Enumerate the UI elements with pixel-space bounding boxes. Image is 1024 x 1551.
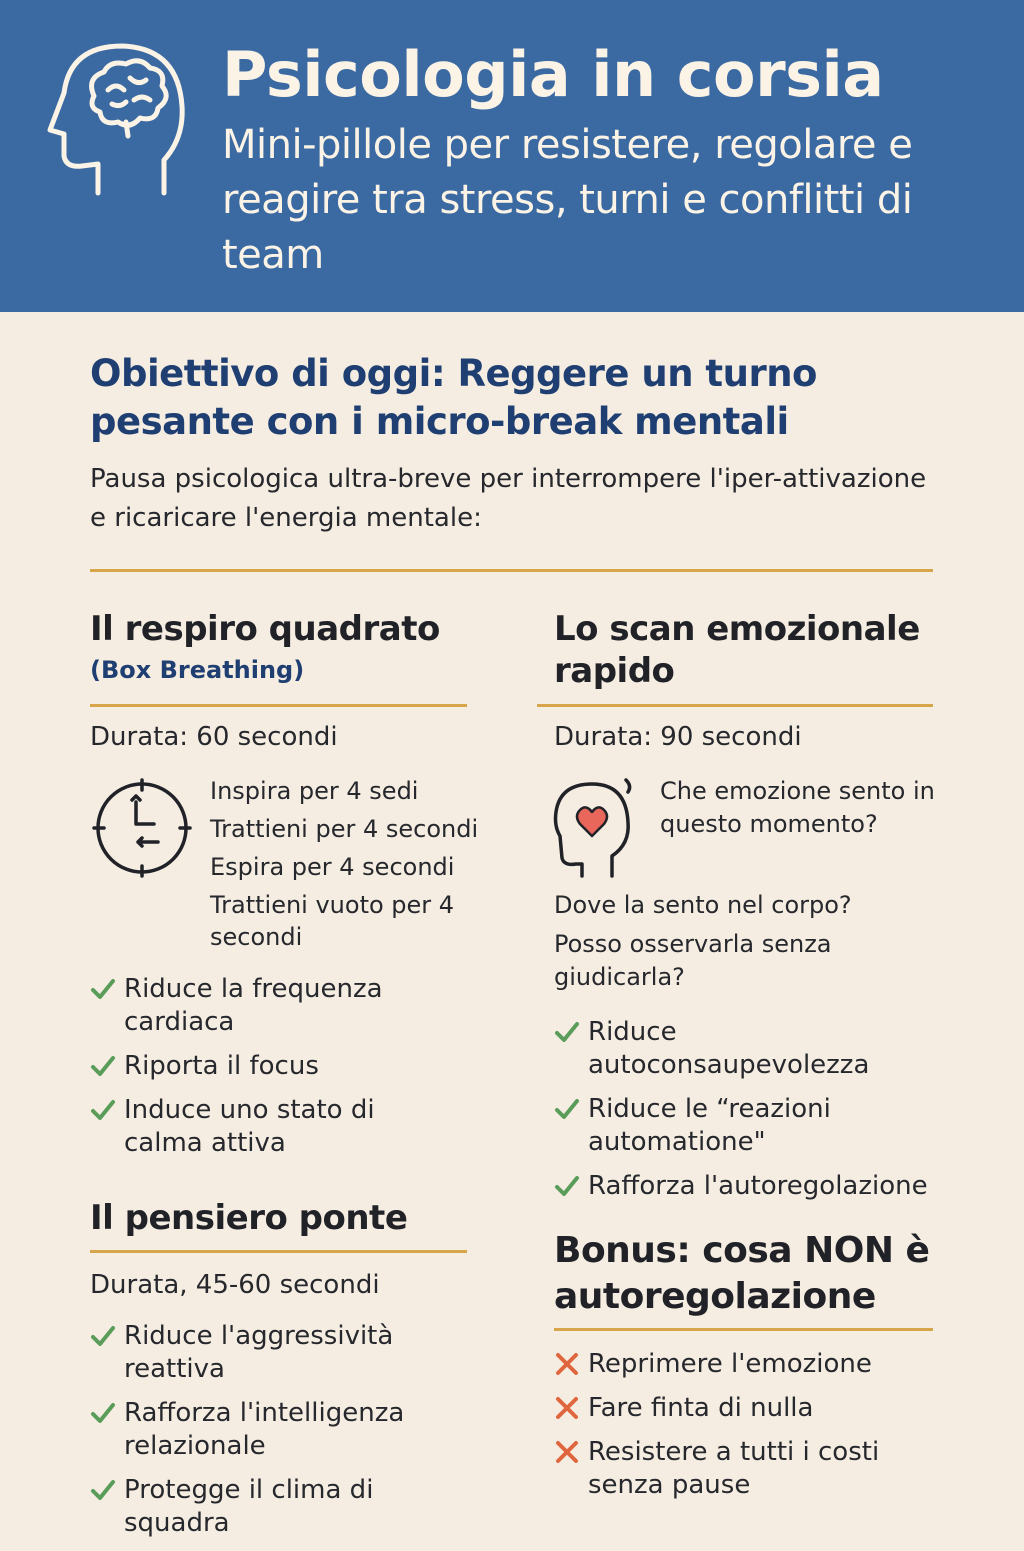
benefit-item: Induce uno stato di calma attiva <box>90 1094 430 1160</box>
bonus-list <box>554 1348 944 1513</box>
check-icon <box>90 1323 116 1349</box>
check-icon <box>90 1477 116 1503</box>
page-title: Psicologia in corsia <box>222 38 884 111</box>
benefit-item: Riduce le “reazioni automatione" <box>554 1093 888 1159</box>
benefit-item: Riduce l'aggressività reattiva <box>90 1320 430 1386</box>
box-breathing-steps <box>210 772 478 956</box>
check-icon <box>554 1173 580 1199</box>
box-breathing-divider <box>90 704 467 707</box>
benefit-item: Riporta il focus <box>90 1050 430 1083</box>
check-icon <box>554 1019 580 1045</box>
section-divider <box>90 569 933 572</box>
benefit-item: Protegge il clima di squadra <box>90 1474 430 1540</box>
bonus-item: Fare finta di nulla <box>554 1392 944 1425</box>
bonus-item: Resistere a tutti i costi senza pause <box>554 1436 944 1502</box>
step-item: Inspira per 4 sedi <box>210 777 419 805</box>
emotional-scan-divider <box>537 704 933 707</box>
benefit-item: Riduce autoconsaupevolezza <box>554 1016 888 1082</box>
box-breathing-benefits <box>90 973 430 1171</box>
benefit-item: Riduce la frequenza cardiaca <box>90 973 430 1039</box>
intro-text: Pausa psicologica ultra-breve per interrompere l'iper-attivazione e ricaricare l'energia mentale: <box>90 464 927 533</box>
check-icon <box>90 1400 116 1426</box>
head-brain-icon <box>42 38 192 198</box>
check-icon <box>90 1097 116 1123</box>
clock-icon <box>92 778 192 878</box>
bridge-thought-benefits <box>90 1320 430 1551</box>
bridge-thought-title: Il pensiero ponte <box>90 1198 408 1238</box>
box-breathing-subtitle: (Box Breathing) <box>90 656 305 684</box>
bonus-item: Reprimere l'emozione <box>554 1348 944 1381</box>
step-item: Trattieni vuoto per 4 <box>210 891 455 919</box>
emotional-scan-question-3: Posso osservarla senza giudicarla? <box>554 930 832 991</box>
benefit-item: Rafforza l'intelligenza relazionale <box>90 1397 430 1463</box>
cross-icon <box>554 1351 580 1377</box>
emotional-scan-question-1: Che emozione sento in questo momento? <box>660 777 935 838</box>
page-subtitle: Mini-pillole per resistere, regolare e reagire tra stress, turni e conflitti di team <box>222 122 913 278</box>
emotional-scan-question-2: Dove la sento nel corpo? <box>554 891 852 919</box>
goal-heading: Obiettivo di oggi: Reggere un turno pesante con i micro-break mentali <box>90 352 817 443</box>
step-item: secondi <box>210 923 303 951</box>
bonus-divider <box>554 1328 933 1331</box>
cross-icon <box>554 1439 580 1465</box>
benefit-item: Rafforza l'autoregolazione <box>554 1170 954 1203</box>
check-icon <box>90 976 116 1002</box>
head-heart-icon <box>550 778 642 878</box>
check-icon <box>554 1096 580 1122</box>
cross-icon <box>554 1395 580 1421</box>
bridge-thought-duration: Durata, 45-60 secondi <box>90 1270 380 1300</box>
emotional-scan-benefits <box>554 1016 954 1214</box>
check-icon <box>90 1053 116 1079</box>
step-item: Trattieni per 4 secondi <box>210 815 479 843</box>
bonus-title: Bonus: cosa NON è autoregolazione <box>554 1230 930 1317</box>
step-item: Espira per 4 secondi <box>210 853 455 881</box>
header-banner <box>0 0 1024 312</box>
bridge-thought-divider <box>90 1250 467 1253</box>
box-breathing-title: Il respiro quadrato <box>90 609 440 649</box>
box-breathing-duration: Durata: 60 secondi <box>90 722 338 752</box>
emotional-scan-title: Lo scan emozionale rapido <box>554 609 920 691</box>
emotional-scan-duration: Durata: 90 secondi <box>554 722 802 752</box>
